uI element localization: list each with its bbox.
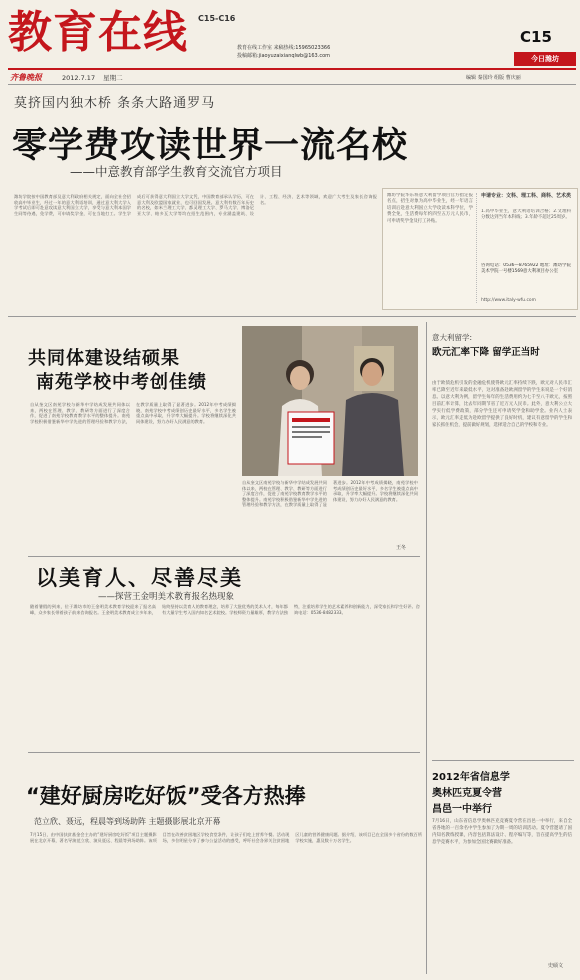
lead-web: http://www.italy-wfu.com	[481, 298, 536, 303]
award-photo-illustration	[242, 326, 418, 476]
lead-reg-title: 申请专业：文科、理工科、商科、艺术类	[481, 193, 572, 199]
masthead-rule	[8, 68, 576, 70]
article2-body-left: 自从奎文区南苑学校与新华中学结成发展共同体以来，两校在管理、教学、教研等方面进行了深度合作，促进了南苑学校教育教学水平的整体提升。南苑学校积极借鉴新华中学先进的管理经验和教学方法，在教学质量上取得了显著进步。2012年中考成绩揭晓，南苑学校中考成绩创历史最好水平，多名学生被重点高中录取，升学率大幅提升。学校将继续深化共同体建设，努力办好人民满意的教育。	[30, 402, 236, 424]
sidebar-box-headline-line2: 奥林匹克夏令营	[432, 788, 502, 799]
lead-kicker: 莫挤国内独木桥 条条大路通罗马	[14, 96, 216, 111]
article2-rule	[28, 556, 420, 557]
sidebar-rule	[432, 760, 574, 761]
lead-subhead: ——中意教育部学生教育交流官方项目	[70, 164, 283, 179]
sidebar-divider	[426, 322, 427, 974]
masthead-title: 教育在线	[8, 7, 188, 58]
article3-subhead: ——探营王金明美术教育报名热现象	[98, 592, 235, 602]
sidebar-label: 意大利留学:	[432, 333, 473, 342]
article4-headline: “建好厨房吃好饭”受各方热捧	[26, 784, 306, 808]
weekday: 星期二	[103, 74, 123, 82]
editors: 编辑 秦国玲 组版 曹庆丽	[466, 75, 521, 81]
lead-info-panel	[382, 188, 578, 310]
masthead-thin-rule	[8, 84, 576, 85]
article2-byline: 王冬	[396, 545, 407, 551]
article3-headline: 以美育人、尽善尽美	[36, 566, 243, 590]
lead-reg-body: 1.高中毕业生，意大利语培训合格；2.文理科分数达到当年本科线；3.年龄不超过25周岁。	[481, 209, 571, 221]
sidebar-box-headline-line1: 2012年省信息学	[432, 772, 510, 783]
article3-rule	[28, 752, 420, 753]
sidebar-box-body: 7月16日，山东省信息学奥林匹克竞赛夏令营在昌邑一中举行，来自全省各地的一百余名中学生参加了为期一周的培训活动。夏令营邀请了国内知名教练授课，内容包括算法设计、程序编写等，旨在提高学生的信息学竞赛水平，为参加全国比赛做好准备。	[432, 819, 572, 845]
section-tag: 今日潍坊	[531, 55, 559, 63]
email: 投稿邮箱:jiaoyuzaixianqlwb@163.com	[237, 53, 331, 59]
section-tag-bar	[514, 52, 576, 66]
lead-info-box: 潍坊学院华东班意大利留学项目官方指定报名点，招生对象为高中毕业生，经一年语言培训后赴意大利国立大学攻读本科学位，学费全免，生活费每年约四至五万元人民币，可申请奖学金及打工补贴。	[387, 193, 477, 303]
lead-rule	[8, 316, 576, 317]
masthead-title-block	[8, 6, 198, 66]
article2-photo	[242, 326, 418, 476]
page-number: C15	[520, 28, 552, 46]
date-line	[62, 73, 123, 82]
lead-headline: 零学费攻读世界一流名校	[12, 126, 409, 166]
article2-headline-line2: 南苑学校中考创佳绩	[36, 372, 207, 393]
article3-body: 随着暑假的到来，位于潍坊市的王金明美术教育学校迎来了报名高峰，众多家长带着孩子前来咨询报名。王金明美术教育成立多年来，始终坚持以美育人的教育理念，培养了大批优秀的美术人才，每年都有大量学生考入国内知名艺术院校。学校师资力量雄厚，教学方法独特，注重培养学生的艺术素养和创新能力，深受家长和学生好评。咨询电话：0536-8482333。	[30, 604, 420, 615]
page-range: C15-C16	[198, 14, 236, 23]
hotline: 教育在线工作室 来稿热线:15965023366	[237, 45, 331, 51]
brand: 齐鲁晚报	[10, 73, 42, 82]
date: 2012.7.17	[62, 74, 96, 82]
masthead-contact	[237, 44, 407, 60]
lead-contact: 咨询电话：0536—8765922 地址：潍坊学院美术学院一号楼1569意大利项目办公室	[481, 263, 571, 275]
article2-body-right: 自从奎文区南苑学校与新华中学结成发展共同体以来，两校在管理、教学、教研等方面进行了深度合作，促进了南苑学校教育教学水平的整体提升。南苑学校积极借鉴新华中学先进的管理经验和教学方法，在教学质量上取得了显著进步。2012年中考成绩揭晓，南苑学校中考成绩创历史最好水平，多名学生被重点高中录取，升学率大幅提升。学校将继续深化共同体建设，努力办好人民满意的教育。	[242, 480, 418, 508]
sidebar-headline: 欧元汇率下降 留学正当时	[432, 347, 540, 358]
article4-body: 7月15日，由中国扶贫基金会主办的“建好厨房吃好饭”项目主题摄影展在北京开幕，著名导演范立欣、演员聂远、程晨等到场助阵。该项目旨在改善贫困地区学校食堂条件，让孩子们吃上营养午餐。活动现场，多位明星分享了参与公益活动的感受，呼吁社会各界关注贫困地区儿童的营养健康问题。据介绍，该项目已在全国多个省份的数百所学校实施，惠及数十万名学生。	[30, 832, 422, 843]
article4-subhead: 范立欣、聂远，程晨等到场助阵 主题摄影展北京开幕	[34, 817, 221, 826]
sidebar-box-byline: 史硕文	[548, 963, 564, 969]
sidebar-box-headline-line3: 昌邑一中举行	[432, 804, 492, 815]
sidebar-body: 由于欧债危机引发的金融危机使得欧元汇率持续下跌，欧元对人民币汇率已降至近年来最低水平，这对准备赴欧洲留学的学生来说是一个好消息。以意大利为例，留学生每年的生活费用约为七千至八千欧元，按照目前汇率计算，比去年同期节省了近万元人民币。此外，意大利公立大学实行低学费政策，部分学生还可申请奖学金和助学金。业内人士表示，欧元汇率走低为赴欧留学提供了良好时机，建议有意留学的学生和家长抓住机会，提前做好规划，选择适合自己的学校和专业。	[432, 381, 572, 428]
article2-headline-line1: 共同体建设结硕果	[28, 348, 180, 369]
lead-body: 潍坊学院按中国教育部及意大利政府相关规定，面向全社会招收高中毕业生，经过一年的意大利语培训，通过意大利大学入学考试后即可赴意攻读意大利国立大学，享受与意大利本国学生同等待遇，免学费，可申请奖学金，可在当地打工。学生学成后可获得意大利国立大学文凭，中国教育部承认学历，可在意大利及欧盟国家就业，也可回国发展。意大利有数百年历史的名校，如米兰理工大学、都灵理工大学、罗马大学、博洛尼亚大学、帕多瓦大学等均在招生范围内，专业涵盖建筑、设计、工程、经济、艺术等领域，欢迎广大考生及家长咨询报名。	[14, 194, 377, 216]
